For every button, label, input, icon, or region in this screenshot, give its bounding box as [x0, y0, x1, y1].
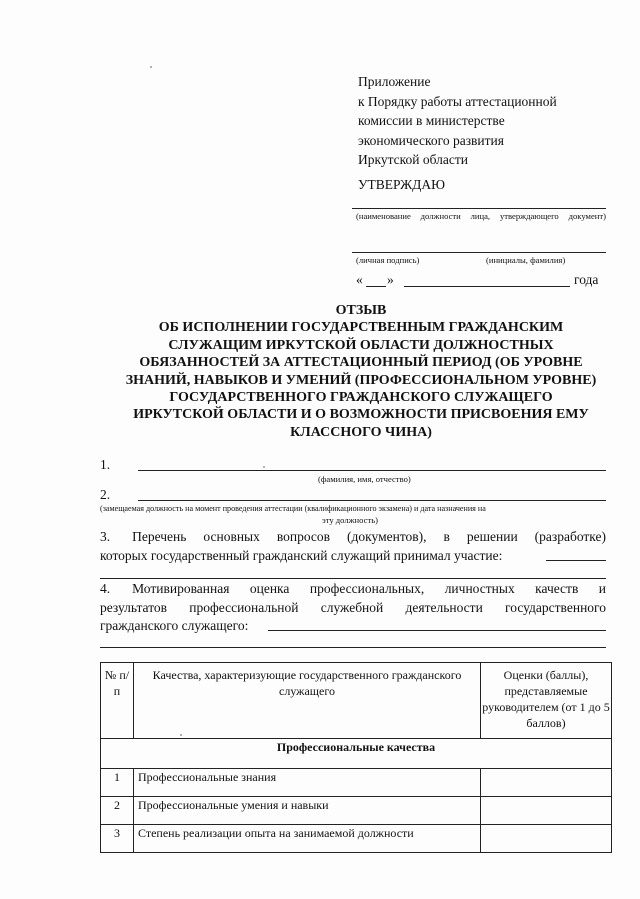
title-line: КЛАССНОГО ЧИНА)	[290, 424, 432, 440]
score-cell[interactable]	[481, 769, 612, 797]
header-score: Оценки (баллы), представляемые руководителем (от 1 до 5 баллов)	[481, 663, 612, 739]
title-line: ЗНАНИЙ, НАВЫКОВ И УМЕНИЙ (ПРОФЕССИОНАЛЬНОМ УРОВНЕ)	[125, 372, 597, 388]
item-3-number: 3.	[100, 529, 111, 544]
title-line: СЛУЖАЩИМ ИРКУТСКОЙ ОБЛАСТИ ДОЛЖНОСТНЫХ	[168, 337, 554, 353]
item-3-line2	[100, 547, 606, 566]
item-4-text	[100, 580, 606, 636]
qualities-table	[100, 662, 612, 853]
item-1-number: 1.	[100, 457, 111, 472]
item-4-line1-text: Мотивированная оценка профессиональных, личностных качеств и	[132, 581, 606, 596]
title-line: ИРКУТСКОЙ ОБЛАСТИ И О ВОЗМОЖНОСТИ ПРИСВОЕНИЯ ЕМУ	[133, 407, 589, 423]
appendix-line: экономического развития	[358, 132, 504, 148]
item-2-number: 2.	[100, 487, 111, 502]
scan-speck	[150, 66, 152, 68]
section-title: Профессиональные качества	[101, 739, 612, 769]
scan-speck	[180, 734, 182, 736]
date-open-quote: «	[356, 272, 363, 287]
title-line: ОТЗЫВ	[335, 303, 387, 318]
item-3-fill-line	[546, 560, 606, 561]
scan-speck	[263, 466, 265, 468]
full-name-caption: (фамилия, имя, отчество)	[318, 474, 411, 484]
header-quality: Качества, характеризующие государственного гражданского служащего	[134, 663, 481, 739]
table-row	[101, 797, 612, 825]
item-4-line1	[100, 580, 606, 599]
approve-heading: УТВЕРЖДАЮ	[358, 177, 446, 192]
table-header-row	[101, 663, 612, 739]
document-title	[96, 302, 626, 441]
approver-signature-line	[352, 252, 606, 253]
item-4-line2: результатов профессиональной служебной деятельности государственного	[100, 599, 606, 615]
position-line	[138, 500, 606, 501]
title-line: ГОСУДАРСТВЕННОГО ГРАЖДАНСКОГО СЛУЖАЩЕГО	[169, 390, 553, 406]
row-quality: Профессиональные умения и навыки	[134, 797, 481, 825]
approver-position-line	[352, 208, 606, 209]
appendix-block	[358, 72, 557, 170]
row-num: 2	[101, 797, 134, 825]
full-name-line	[138, 470, 606, 471]
item-3-extra-line	[100, 578, 606, 579]
date-close-quote: »	[387, 272, 394, 287]
title-line: ОБЯЗАННОСТЕЙ ЗА АТТЕСТАЦИОННЫЙ ПЕРИОД (ОБ УРОВНЕ	[139, 355, 583, 371]
position-caption-line1: (замещаемая должность на момент проведения аттестации (квалификационного экзамена) и дата назначения на	[100, 504, 486, 513]
item-3-line2-text: которых государственный гражданский служащий принимал участие:	[100, 547, 503, 563]
table-row	[101, 769, 612, 797]
item-4-number: 4.	[100, 581, 111, 596]
row-num: 3	[101, 825, 134, 853]
appendix-line: к Порядку работы аттестационной	[358, 93, 557, 109]
section-row	[101, 739, 612, 769]
title-line: ОБ ИСПОЛНЕНИИ ГОСУДАРСТВЕННЫМ ГРАЖДАНСКИМ	[158, 320, 564, 336]
item-3-line1	[100, 528, 606, 547]
approval-date	[356, 272, 604, 288]
position-caption-line2: эту должность)	[322, 515, 379, 525]
item-3-line1-text: Перечень основных вопросов (документов), в решении (разработке)	[132, 529, 606, 544]
score-cell[interactable]	[481, 797, 612, 825]
year-label: года	[574, 272, 599, 287]
table-row	[101, 825, 612, 853]
score-cell[interactable]	[481, 825, 612, 853]
row-quality: Профессиональные знания	[134, 769, 481, 797]
appendix-line: Приложение	[358, 74, 431, 89]
item-4-fill-line	[268, 630, 606, 631]
signature-caption: (личная подпись)	[356, 255, 420, 265]
row-quality: Степень реализации опыта на занимаемой должности	[134, 825, 481, 853]
month-year-line	[404, 286, 570, 287]
day-line	[366, 286, 386, 287]
approver-position-caption: (наименование должности лица, утверждающего документ)	[356, 211, 606, 221]
header-num: № п/п	[101, 663, 134, 739]
initials-caption: (инициалы, фамилия)	[486, 255, 566, 265]
appendix-line: комиссии в министерстве	[358, 113, 505, 128]
row-num: 1	[101, 769, 134, 797]
item-4-line3: гражданского служащего:	[100, 618, 249, 633]
item-4-extra-line	[100, 647, 606, 648]
appendix-line: Иркутской области	[358, 152, 469, 167]
item-3-text	[100, 528, 606, 565]
